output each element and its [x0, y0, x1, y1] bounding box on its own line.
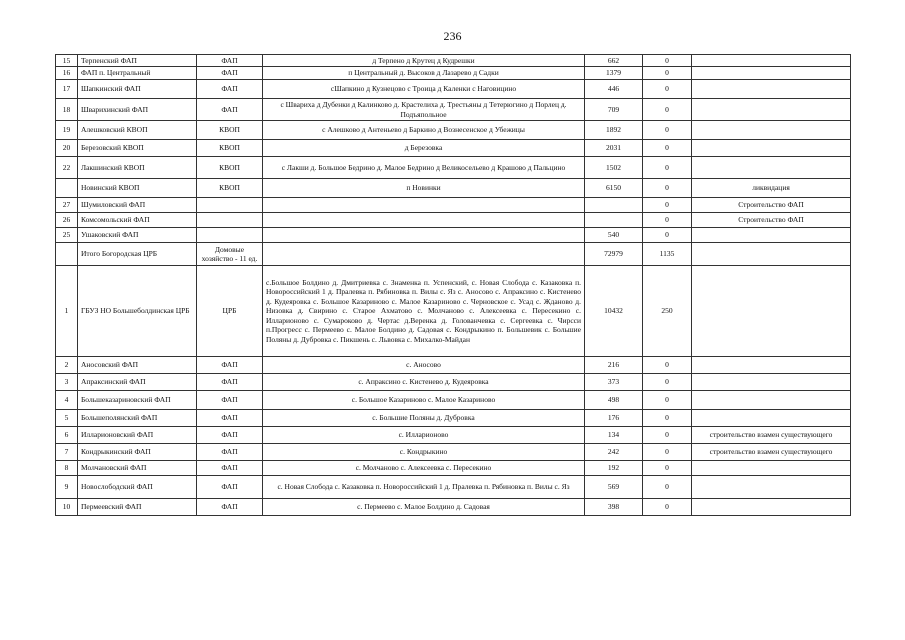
table-body — [56, 55, 851, 516]
table-row — [56, 99, 851, 121]
row-number-cell: 2 — [56, 357, 78, 374]
facility-type-cell: ФАП — [197, 476, 263, 499]
population-cell: 6150 — [585, 179, 643, 198]
population-cell: 540 — [585, 228, 643, 243]
population-cell: 569 — [585, 476, 643, 499]
service-area-cell — [263, 198, 585, 213]
note-cell — [692, 374, 851, 391]
note-cell: ликвидация — [692, 179, 851, 198]
facility-type-cell — [197, 198, 263, 213]
facility-type-cell: КВОП — [197, 179, 263, 198]
table-row — [56, 55, 851, 67]
population-cell: 709 — [585, 99, 643, 121]
row-number-cell — [56, 179, 78, 198]
service-area-cell: с Алешково д Антеньево д Баркино д Вознесенское д Убежицы — [263, 121, 585, 140]
service-area-cell: с. Новая Слобода с. Казаковка п. Новороссийский 1 д. Пралевка п. Рябиновка п. Вилы с. Яз — [263, 476, 585, 499]
note-cell — [692, 99, 851, 121]
table-row — [56, 357, 851, 374]
count-value-cell: 0 — [643, 444, 692, 461]
facility-name-cell: Терпенский ФАП — [78, 55, 197, 67]
facility-type-cell — [197, 228, 263, 243]
facility-name-cell: Молчановский ФАП — [78, 461, 197, 476]
facility-type-cell: КВОП — [197, 121, 263, 140]
table-row — [56, 374, 851, 391]
row-number-cell: 18 — [56, 99, 78, 121]
count-value-cell: 0 — [643, 213, 692, 228]
table-row — [56, 427, 851, 444]
facility-name-cell: Большеказариновский ФАП — [78, 391, 197, 410]
table-row — [56, 140, 851, 157]
population-cell: 134 — [585, 427, 643, 444]
note-cell: строительство взамен существующего — [692, 427, 851, 444]
table-row — [56, 461, 851, 476]
row-number-cell: 10 — [56, 499, 78, 516]
facility-type-cell: ФАП — [197, 99, 263, 121]
facility-name-cell: Березовский КВОП — [78, 140, 197, 157]
facility-name-cell: Новослободский ФАП — [78, 476, 197, 499]
service-area-cell: с. Большое Казариново с. Малое Казариново — [263, 391, 585, 410]
note-cell — [692, 80, 851, 99]
row-number-cell: 25 — [56, 228, 78, 243]
count-value-cell: 0 — [643, 410, 692, 427]
population-cell: 398 — [585, 499, 643, 516]
population-cell: 446 — [585, 80, 643, 99]
note-cell — [692, 410, 851, 427]
table-row — [56, 198, 851, 213]
count-value-cell: 0 — [643, 121, 692, 140]
service-area-cell — [263, 243, 585, 266]
facility-name-cell: Комсомольский ФАП — [78, 213, 197, 228]
facility-name-cell: Лакшинский КВОП — [78, 157, 197, 179]
table-row — [56, 476, 851, 499]
facility-type-cell: КВОП — [197, 140, 263, 157]
note-cell — [692, 243, 851, 266]
row-number-cell: 17 — [56, 80, 78, 99]
table-row — [56, 179, 851, 198]
count-value-cell: 0 — [643, 157, 692, 179]
table-row — [56, 80, 851, 99]
note-cell — [692, 499, 851, 516]
facility-type-cell: ФАП — [197, 55, 263, 67]
count-value-cell: 0 — [643, 198, 692, 213]
service-area-cell: с. Пермеево с. Малое Болдино д. Садовая — [263, 499, 585, 516]
note-cell — [692, 67, 851, 80]
table-row — [56, 444, 851, 461]
facility-name-cell: Ушаковский ФАП — [78, 228, 197, 243]
table-row — [56, 391, 851, 410]
service-area-cell: п Центральный д. Высоков д Лазарево д Садки — [263, 67, 585, 80]
facility-name-cell: Пермеевский ФАП — [78, 499, 197, 516]
facility-type-cell: ФАП — [197, 444, 263, 461]
facility-type-cell: Домовые хозяйство - 11 ед. — [197, 243, 263, 266]
count-value-cell: 0 — [643, 99, 692, 121]
service-area-cell: с. Аносово — [263, 357, 585, 374]
facility-type-cell: ФАП — [197, 410, 263, 427]
facility-name-cell: Аносовский ФАП — [78, 357, 197, 374]
row-number-cell: 16 — [56, 67, 78, 80]
note-cell — [692, 476, 851, 499]
facility-name-cell: Кондрыкинский ФАП — [78, 444, 197, 461]
count-value-cell: 0 — [643, 80, 692, 99]
facility-type-cell: ФАП — [197, 67, 263, 80]
facility-name-cell: Итого Богородская ЦРБ — [78, 243, 197, 266]
count-value-cell: 0 — [643, 228, 692, 243]
row-number-cell: 4 — [56, 391, 78, 410]
note-cell — [692, 357, 851, 374]
note-cell — [692, 266, 851, 357]
population-cell: 662 — [585, 55, 643, 67]
medical-facilities-table — [55, 54, 851, 516]
row-number-cell: 27 — [56, 198, 78, 213]
service-area-cell: д Терпено д Крутец д Кудрешки — [263, 55, 585, 67]
facility-name-cell: Швариxинский ФАП — [78, 99, 197, 121]
facility-type-cell: ФАП — [197, 499, 263, 516]
count-value-cell: 0 — [643, 374, 692, 391]
count-value-cell: 0 — [643, 67, 692, 80]
service-area-cell: п Новинки — [263, 179, 585, 198]
service-area-cell: сШапкино д Кузнецово с Троица д Каленки с Наговицино — [263, 80, 585, 99]
facility-type-cell: ФАП — [197, 391, 263, 410]
service-area-cell: с. Апраксино с. Кистенево д. Кудеяровка — [263, 374, 585, 391]
service-area-cell: с. Молчаново с. Алексеевка с. Пересекино — [263, 461, 585, 476]
population-cell: 176 — [585, 410, 643, 427]
facility-name-cell: ГБУЗ НО Большеболдинская ЦРБ — [78, 266, 197, 357]
table-row — [56, 228, 851, 243]
facility-type-cell: ФАП — [197, 80, 263, 99]
table-row — [56, 121, 851, 140]
table-row — [56, 266, 851, 357]
population-cell: 1892 — [585, 121, 643, 140]
note-cell: Строительство ФАП — [692, 198, 851, 213]
service-area-cell: с.Большое Болдино д. Дмитриевка с. Знаменка п. Успенский, с. Новая Слобода с. Казаковка п. Новороссийский 1 д. Пралевка п. Рябиновка п. Вилы с. Яз с. Аносово с. Апраксино с. Кистенево д. Кудеяровка с. Большое Казариново с. Малое Казариново с. Черновское с. Усад с. Жданово д. Низовка д. Свирино с. Старое Ахматово с. Молчаново с. Алексеевка с. Пересекино с. Илларионово с. Сумароково д. Чертас д.Веренка д. Голованчевка с. Сергеевка с. Чирсси п.Прогресс с. Пермеево с. Малое Болдино д. Садовая с. Кондрыкино п. Большевик с. Большие Поляны д. Дубровка с. Пикшень с. Львовка с. Михалко-Майдан — [263, 266, 585, 357]
count-value-cell: 0 — [643, 476, 692, 499]
population-cell: 2031 — [585, 140, 643, 157]
row-number-cell: 26 — [56, 213, 78, 228]
table-row — [56, 243, 851, 266]
table-row — [56, 499, 851, 516]
row-number-cell: 15 — [56, 55, 78, 67]
count-value-cell: 0 — [643, 427, 692, 444]
facility-name-cell: Шумиловский ФАП — [78, 198, 197, 213]
row-number-cell: 8 — [56, 461, 78, 476]
note-cell — [692, 391, 851, 410]
service-area-cell: с Лакши д. Большое Бедрино д. Малое Бедрино д Великосельево д Крашово д Пальцино — [263, 157, 585, 179]
service-area-cell: д Березовка — [263, 140, 585, 157]
population-cell: 72979 — [585, 243, 643, 266]
count-value-cell: 0 — [643, 461, 692, 476]
table-row — [56, 157, 851, 179]
facility-name-cell: Апраксинский ФАП — [78, 374, 197, 391]
population-cell: 1379 — [585, 67, 643, 80]
note-cell: строительство взамен существующего — [692, 444, 851, 461]
row-number-cell: 6 — [56, 427, 78, 444]
population-cell: 242 — [585, 444, 643, 461]
note-cell: Строительство ФАП — [692, 213, 851, 228]
note-cell — [692, 228, 851, 243]
table-row — [56, 67, 851, 80]
count-value-cell: 0 — [643, 55, 692, 67]
row-number-cell: 22 — [56, 157, 78, 179]
row-number-cell: 20 — [56, 140, 78, 157]
row-number-cell: 3 — [56, 374, 78, 391]
page-number: 236 — [443, 29, 462, 43]
population-cell: 216 — [585, 357, 643, 374]
table-row — [56, 410, 851, 427]
facility-name-cell: Новинский КВОП — [78, 179, 197, 198]
facility-name-cell: Большеполянский ФАП — [78, 410, 197, 427]
facility-type-cell: ЦРБ — [197, 266, 263, 357]
facility-name-cell: ФАП п. Центральный — [78, 67, 197, 80]
population-cell: 498 — [585, 391, 643, 410]
note-cell — [692, 461, 851, 476]
facility-name-cell: Илларионовский ФАП — [78, 427, 197, 444]
facility-type-cell: ФАП — [197, 461, 263, 476]
facility-type-cell: ФАП — [197, 374, 263, 391]
service-area-cell: с. Илларионово — [263, 427, 585, 444]
note-cell — [692, 157, 851, 179]
facility-type-cell — [197, 213, 263, 228]
facility-name-cell: Шапкинский ФАП — [78, 80, 197, 99]
facility-type-cell: КВОП — [197, 157, 263, 179]
count-value-cell: 0 — [643, 391, 692, 410]
facility-type-cell: ФАП — [197, 427, 263, 444]
facility-name-cell: Алешковский КВОП — [78, 121, 197, 140]
population-cell — [585, 213, 643, 228]
population-cell: 10432 — [585, 266, 643, 357]
note-cell — [692, 121, 851, 140]
population-cell: 373 — [585, 374, 643, 391]
service-area-cell: с. Кондрыкино — [263, 444, 585, 461]
population-cell: 1502 — [585, 157, 643, 179]
row-number-cell: 9 — [56, 476, 78, 499]
count-value-cell: 0 — [643, 140, 692, 157]
table-row — [56, 213, 851, 228]
row-number-cell: 19 — [56, 121, 78, 140]
row-number-cell — [56, 243, 78, 266]
note-cell — [692, 55, 851, 67]
count-value-cell: 0 — [643, 357, 692, 374]
service-area-cell — [263, 228, 585, 243]
count-value-cell: 1135 — [643, 243, 692, 266]
count-value-cell: 0 — [643, 179, 692, 198]
facility-type-cell: ФАП — [197, 357, 263, 374]
count-value-cell: 0 — [643, 499, 692, 516]
population-cell — [585, 198, 643, 213]
population-cell: 192 — [585, 461, 643, 476]
service-area-cell: с. Большие Поляны д. Дубровка — [263, 410, 585, 427]
row-number-cell: 7 — [56, 444, 78, 461]
service-area-cell — [263, 213, 585, 228]
service-area-cell: с Шварихa д Дубенки д Калинково д. Крастелиха д. Трестьяны д Тетерюгино д Порлец д. Подъяпольное — [263, 99, 585, 121]
count-value-cell: 250 — [643, 266, 692, 357]
row-number-cell: 1 — [56, 266, 78, 357]
note-cell — [692, 140, 851, 157]
row-number-cell: 5 — [56, 410, 78, 427]
